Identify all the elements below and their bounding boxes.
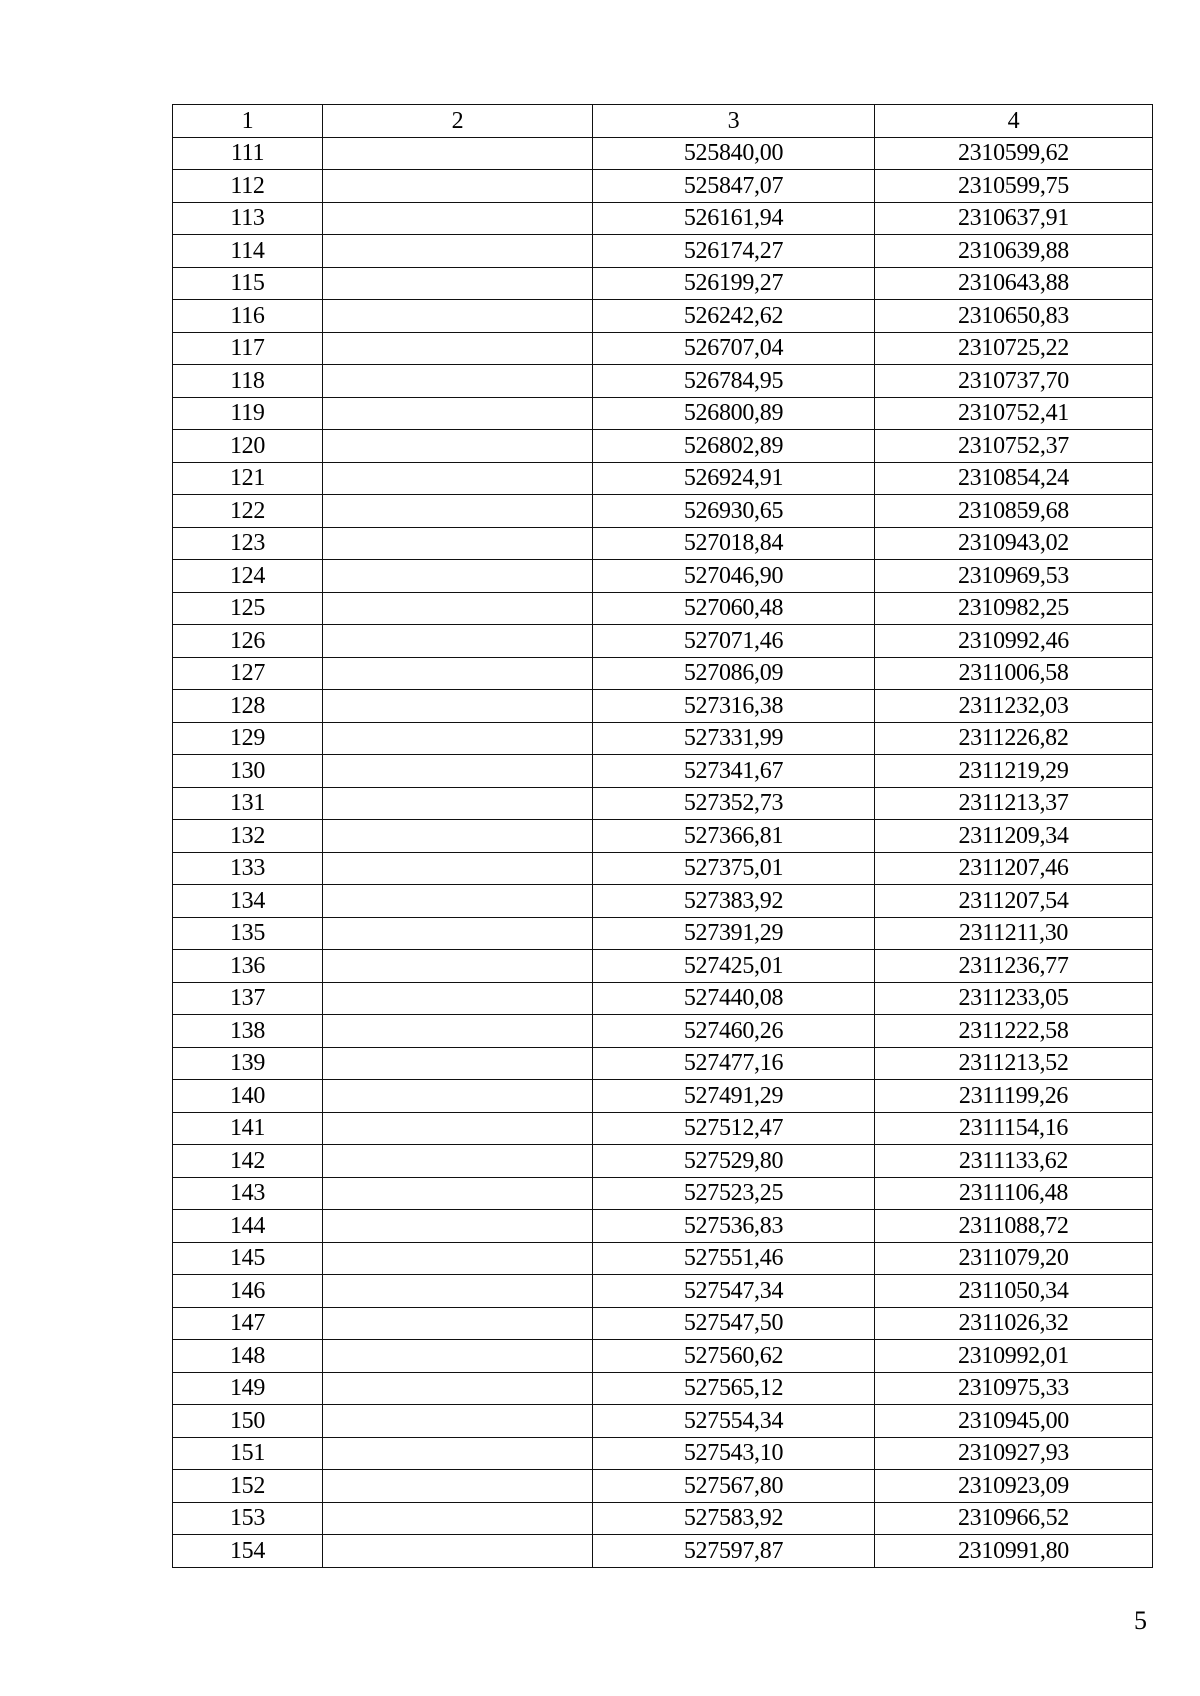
point-number-cell: 147 [173, 1307, 323, 1340]
table-row [173, 397, 1153, 430]
x-coordinate-cell: 526707,04 [593, 332, 875, 365]
point-number-cell: 146 [173, 1275, 323, 1308]
x-coordinate-cell: 527583,92 [593, 1502, 875, 1535]
x-coordinate-cell: 527547,34 [593, 1275, 875, 1308]
point-number-cell: 144 [173, 1210, 323, 1243]
x-coordinate-cell: 526784,95 [593, 365, 875, 398]
column-header-2: 2 [323, 105, 593, 138]
point-number-cell: 154 [173, 1535, 323, 1568]
table-row [173, 527, 1153, 560]
table-row [173, 1340, 1153, 1373]
point-number-cell: 148 [173, 1340, 323, 1373]
column-header-4: 4 [875, 105, 1153, 138]
description-cell [323, 1080, 593, 1113]
y-coordinate-cell: 2310859,68 [875, 495, 1153, 528]
x-coordinate-cell: 527597,87 [593, 1535, 875, 1568]
description-cell [323, 1405, 593, 1438]
table-row [173, 300, 1153, 333]
description-cell [323, 755, 593, 788]
x-coordinate-cell: 527071,46 [593, 625, 875, 658]
table-row [173, 1112, 1153, 1145]
point-number-cell: 118 [173, 365, 323, 398]
table-row [173, 1535, 1153, 1568]
y-coordinate-cell: 2310969,53 [875, 560, 1153, 593]
point-number-cell: 112 [173, 170, 323, 203]
description-cell [323, 202, 593, 235]
description-cell [323, 1242, 593, 1275]
y-coordinate-cell: 2311209,34 [875, 820, 1153, 853]
x-coordinate-cell: 527460,26 [593, 1015, 875, 1048]
table-row [173, 690, 1153, 723]
x-coordinate-cell: 525847,07 [593, 170, 875, 203]
y-coordinate-cell: 2310737,70 [875, 365, 1153, 398]
x-coordinate-cell: 527529,80 [593, 1145, 875, 1178]
point-number-cell: 129 [173, 722, 323, 755]
column-header-1: 1 [173, 105, 323, 138]
point-number-cell: 149 [173, 1372, 323, 1405]
table-row [173, 462, 1153, 495]
description-cell [323, 430, 593, 463]
point-number-cell: 136 [173, 950, 323, 983]
y-coordinate-cell: 2311006,58 [875, 657, 1153, 690]
header-row [173, 105, 1153, 138]
description-cell [323, 137, 593, 170]
y-coordinate-cell: 2310752,41 [875, 397, 1153, 430]
point-number-cell: 142 [173, 1145, 323, 1178]
point-number-cell: 120 [173, 430, 323, 463]
table-row [173, 755, 1153, 788]
description-cell [323, 235, 593, 268]
y-coordinate-cell: 2311207,54 [875, 885, 1153, 918]
description-cell [323, 690, 593, 723]
y-coordinate-cell: 2311079,20 [875, 1242, 1153, 1275]
table-row [173, 1047, 1153, 1080]
description-cell [323, 1437, 593, 1470]
table-row [173, 885, 1153, 918]
x-coordinate-cell: 526199,27 [593, 267, 875, 300]
x-coordinate-cell: 527352,73 [593, 787, 875, 820]
description-cell [323, 560, 593, 593]
y-coordinate-cell: 2310975,33 [875, 1372, 1153, 1405]
x-coordinate-cell: 526800,89 [593, 397, 875, 430]
description-cell [323, 625, 593, 658]
table-row [173, 1242, 1153, 1275]
description-cell [323, 1275, 593, 1308]
y-coordinate-cell: 2310854,24 [875, 462, 1153, 495]
description-cell [323, 365, 593, 398]
x-coordinate-cell: 527316,38 [593, 690, 875, 723]
point-number-cell: 113 [173, 202, 323, 235]
description-cell [323, 1015, 593, 1048]
point-number-cell: 153 [173, 1502, 323, 1535]
y-coordinate-cell: 2310966,52 [875, 1502, 1153, 1535]
point-number-cell: 127 [173, 657, 323, 690]
x-coordinate-cell: 526802,89 [593, 430, 875, 463]
point-number-cell: 123 [173, 527, 323, 560]
y-coordinate-cell: 2310599,75 [875, 170, 1153, 203]
x-coordinate-cell: 527341,67 [593, 755, 875, 788]
table-body [173, 137, 1153, 1567]
table-row [173, 430, 1153, 463]
point-number-cell: 150 [173, 1405, 323, 1438]
y-coordinate-cell: 2310945,00 [875, 1405, 1153, 1438]
x-coordinate-cell: 527523,25 [593, 1177, 875, 1210]
table-row [173, 235, 1153, 268]
table-row [173, 1437, 1153, 1470]
point-number-cell: 117 [173, 332, 323, 365]
y-coordinate-cell: 2311154,16 [875, 1112, 1153, 1145]
description-cell [323, 722, 593, 755]
x-coordinate-cell: 527018,84 [593, 527, 875, 560]
table-row [173, 982, 1153, 1015]
x-coordinate-cell: 527086,09 [593, 657, 875, 690]
x-coordinate-cell: 527391,29 [593, 917, 875, 950]
point-number-cell: 121 [173, 462, 323, 495]
table-row [173, 852, 1153, 885]
y-coordinate-cell: 2310992,46 [875, 625, 1153, 658]
table-row [173, 625, 1153, 658]
description-cell [323, 820, 593, 853]
x-coordinate-cell: 527560,62 [593, 1340, 875, 1373]
description-cell [323, 885, 593, 918]
table-row [173, 1080, 1153, 1113]
table-row [173, 820, 1153, 853]
table-row [173, 170, 1153, 203]
y-coordinate-cell: 2311088,72 [875, 1210, 1153, 1243]
y-coordinate-cell: 2311219,29 [875, 755, 1153, 788]
table-row [173, 1145, 1153, 1178]
table-row [173, 267, 1153, 300]
point-number-cell: 145 [173, 1242, 323, 1275]
x-coordinate-cell: 527554,34 [593, 1405, 875, 1438]
y-coordinate-cell: 2310992,01 [875, 1340, 1153, 1373]
x-coordinate-cell: 527565,12 [593, 1372, 875, 1405]
x-coordinate-cell: 527547,50 [593, 1307, 875, 1340]
y-coordinate-cell: 2311222,58 [875, 1015, 1153, 1048]
y-coordinate-cell: 2311026,32 [875, 1307, 1153, 1340]
point-number-cell: 131 [173, 787, 323, 820]
point-number-cell: 151 [173, 1437, 323, 1470]
description-cell [323, 1340, 593, 1373]
x-coordinate-cell: 527536,83 [593, 1210, 875, 1243]
table-row [173, 1307, 1153, 1340]
y-coordinate-cell: 2310943,02 [875, 527, 1153, 560]
y-coordinate-cell: 2310927,93 [875, 1437, 1153, 1470]
x-coordinate-cell: 527543,10 [593, 1437, 875, 1470]
point-number-cell: 133 [173, 852, 323, 885]
point-number-cell: 124 [173, 560, 323, 593]
table-row [173, 202, 1153, 235]
description-cell [323, 300, 593, 333]
point-number-cell: 141 [173, 1112, 323, 1145]
y-coordinate-cell: 2311236,77 [875, 950, 1153, 983]
y-coordinate-cell: 2310923,09 [875, 1470, 1153, 1503]
point-number-cell: 134 [173, 885, 323, 918]
point-number-cell: 139 [173, 1047, 323, 1080]
table-row [173, 137, 1153, 170]
description-cell [323, 1177, 593, 1210]
table-row [173, 1210, 1153, 1243]
x-coordinate-cell: 527512,47 [593, 1112, 875, 1145]
table-row [173, 722, 1153, 755]
x-coordinate-cell: 527567,80 [593, 1470, 875, 1503]
table-row [173, 1177, 1153, 1210]
table-row [173, 1470, 1153, 1503]
description-cell [323, 950, 593, 983]
coordinates-table [172, 104, 1153, 1568]
point-number-cell: 115 [173, 267, 323, 300]
y-coordinate-cell: 2311133,62 [875, 1145, 1153, 1178]
description-cell [323, 1502, 593, 1535]
description-cell [323, 1112, 593, 1145]
description-cell [323, 1535, 593, 1568]
y-coordinate-cell: 2310982,25 [875, 592, 1153, 625]
x-coordinate-cell: 527375,01 [593, 852, 875, 885]
description-cell [323, 397, 593, 430]
y-coordinate-cell: 2311106,48 [875, 1177, 1153, 1210]
column-header-3: 3 [593, 105, 875, 138]
point-number-cell: 143 [173, 1177, 323, 1210]
x-coordinate-cell: 526242,62 [593, 300, 875, 333]
description-cell [323, 1307, 593, 1340]
x-coordinate-cell: 526924,91 [593, 462, 875, 495]
y-coordinate-cell: 2311232,03 [875, 690, 1153, 723]
x-coordinate-cell: 526174,27 [593, 235, 875, 268]
x-coordinate-cell: 526930,65 [593, 495, 875, 528]
y-coordinate-cell: 2311050,34 [875, 1275, 1153, 1308]
description-cell [323, 462, 593, 495]
y-coordinate-cell: 2311213,52 [875, 1047, 1153, 1080]
table-row [173, 787, 1153, 820]
y-coordinate-cell: 2311233,05 [875, 982, 1153, 1015]
point-number-cell: 125 [173, 592, 323, 625]
x-coordinate-cell: 527060,48 [593, 592, 875, 625]
point-number-cell: 119 [173, 397, 323, 430]
table-row [173, 365, 1153, 398]
y-coordinate-cell: 2310599,62 [875, 137, 1153, 170]
description-cell [323, 1372, 593, 1405]
description-cell [323, 332, 593, 365]
point-number-cell: 128 [173, 690, 323, 723]
point-number-cell: 132 [173, 820, 323, 853]
y-coordinate-cell: 2310725,22 [875, 332, 1153, 365]
x-coordinate-cell: 527383,92 [593, 885, 875, 918]
description-cell [323, 170, 593, 203]
y-coordinate-cell: 2311211,30 [875, 917, 1153, 950]
description-cell [323, 1145, 593, 1178]
point-number-cell: 130 [173, 755, 323, 788]
description-cell [323, 982, 593, 1015]
table-row [173, 560, 1153, 593]
x-coordinate-cell: 527477,16 [593, 1047, 875, 1080]
table-row [173, 1015, 1153, 1048]
x-coordinate-cell: 527491,29 [593, 1080, 875, 1113]
x-coordinate-cell: 527425,01 [593, 950, 875, 983]
y-coordinate-cell: 2310643,88 [875, 267, 1153, 300]
y-coordinate-cell: 2310637,91 [875, 202, 1153, 235]
point-number-cell: 137 [173, 982, 323, 1015]
y-coordinate-cell: 2311199,26 [875, 1080, 1153, 1113]
y-coordinate-cell: 2310639,88 [875, 235, 1153, 268]
point-number-cell: 152 [173, 1470, 323, 1503]
description-cell [323, 495, 593, 528]
y-coordinate-cell: 2310752,37 [875, 430, 1153, 463]
point-number-cell: 126 [173, 625, 323, 658]
point-number-cell: 116 [173, 300, 323, 333]
x-coordinate-cell: 527551,46 [593, 1242, 875, 1275]
description-cell [323, 1210, 593, 1243]
description-cell [323, 527, 593, 560]
table-row [173, 1372, 1153, 1405]
description-cell [323, 917, 593, 950]
point-number-cell: 122 [173, 495, 323, 528]
table-row [173, 1502, 1153, 1535]
point-number-cell: 114 [173, 235, 323, 268]
x-coordinate-cell: 527440,08 [593, 982, 875, 1015]
x-coordinate-cell: 526161,94 [593, 202, 875, 235]
x-coordinate-cell: 527366,81 [593, 820, 875, 853]
y-coordinate-cell: 2311207,46 [875, 852, 1153, 885]
description-cell [323, 657, 593, 690]
x-coordinate-cell: 525840,00 [593, 137, 875, 170]
table-row [173, 1405, 1153, 1438]
description-cell [323, 852, 593, 885]
y-coordinate-cell: 2311226,82 [875, 722, 1153, 755]
page-number: 5 [1134, 1606, 1147, 1635]
y-coordinate-cell: 2311213,37 [875, 787, 1153, 820]
x-coordinate-cell: 527046,90 [593, 560, 875, 593]
point-number-cell: 138 [173, 1015, 323, 1048]
point-number-cell: 140 [173, 1080, 323, 1113]
table-row [173, 495, 1153, 528]
table-row [173, 917, 1153, 950]
table-row [173, 950, 1153, 983]
x-coordinate-cell: 527331,99 [593, 722, 875, 755]
table-header [173, 105, 1153, 138]
point-number-cell: 135 [173, 917, 323, 950]
table-row [173, 657, 1153, 690]
table-row [173, 1275, 1153, 1308]
description-cell [323, 592, 593, 625]
point-number-cell: 111 [173, 137, 323, 170]
y-coordinate-cell: 2310650,83 [875, 300, 1153, 333]
description-cell [323, 787, 593, 820]
table-row [173, 332, 1153, 365]
description-cell [323, 267, 593, 300]
description-cell [323, 1047, 593, 1080]
table-row [173, 592, 1153, 625]
description-cell [323, 1470, 593, 1503]
y-coordinate-cell: 2310991,80 [875, 1535, 1153, 1568]
